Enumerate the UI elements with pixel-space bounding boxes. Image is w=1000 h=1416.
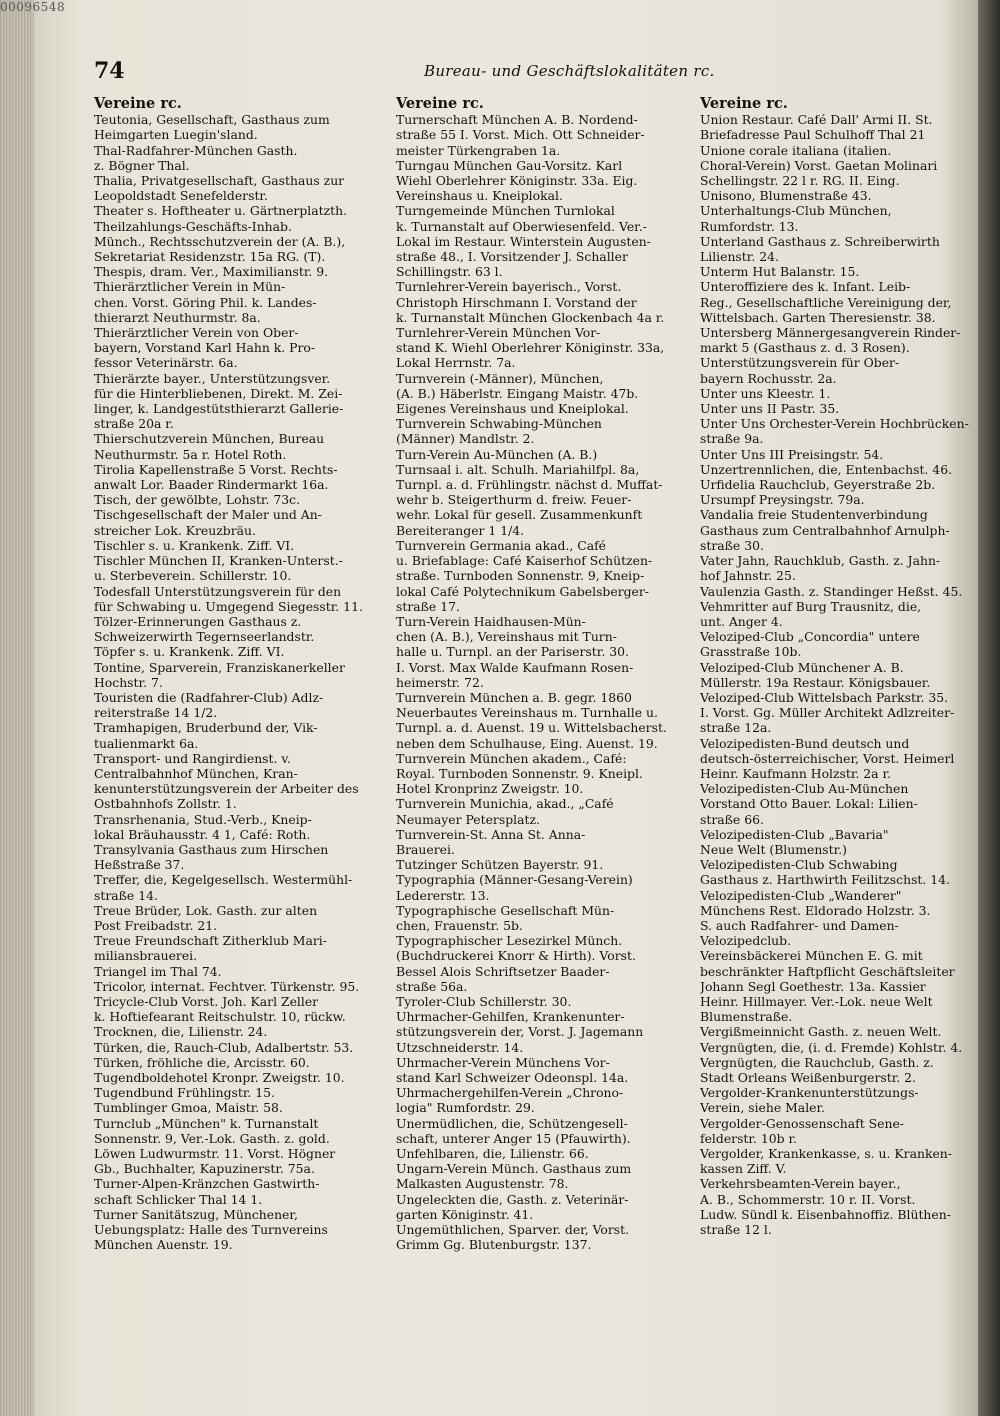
column-3 bbox=[700, 96, 990, 1237]
directory-line: Leopoldstadt Senefelderstr. bbox=[94, 188, 268, 204]
directory-line: Treue Freundschaft Zitherklub Mari- bbox=[94, 933, 327, 949]
directory-line: Gasthaus z. Harthwirth Feilitzschst. 14. bbox=[700, 872, 950, 888]
column-heading: Vereine rc. bbox=[94, 95, 182, 112]
directory-line: Unter uns Kleestr. 1. bbox=[700, 385, 831, 401]
directory-line: Johann Segl Goethestr. 13a. Kassier bbox=[700, 978, 926, 994]
directory-line: Teutonia, Gesellschaft, Gasthaus zum bbox=[94, 112, 330, 128]
directory-line: Unisono, Blumenstraße 43. bbox=[700, 188, 872, 204]
directory-line: Urfidelia Rauchclub, Geyerstraße 2b. bbox=[700, 477, 936, 493]
directory-line: k. Hoftiefearant Reitschulstr. 10, rückw. bbox=[94, 1009, 346, 1025]
directory-line: straße 48., I. Vorsitzender J. Schaller bbox=[396, 249, 628, 265]
directory-line: Turn-Verein Haidhausen-Mün- bbox=[396, 613, 586, 629]
directory-line: Unteroffiziere des k. Infant. Leib- bbox=[700, 279, 911, 295]
directory-line: A. B., Schommerstr. 10 r. II. Vorst. bbox=[700, 1191, 916, 1207]
directory-line: straße 55 I. Vorst. Mich. Ott Schneider- bbox=[396, 127, 645, 143]
directory-line: Tischler München II, Kranken-Unterst.- bbox=[94, 553, 343, 569]
directory-line: Ludw. Sündl k. Eisenbahnoffiz. Blüthen- bbox=[700, 1206, 951, 1222]
directory-line: Velozipedisten-Club „Bavaria" bbox=[700, 826, 889, 842]
directory-line: straße 12 l. bbox=[700, 1222, 772, 1238]
directory-line: Ungemüthlichen, Sparver. der, Vorst. bbox=[396, 1222, 630, 1238]
directory-line: neben dem Schulhause, Eing. Auenst. 19. bbox=[396, 735, 658, 751]
directory-line: Tugendboldehotel Kronpr. Zweigstr. 10. bbox=[94, 1070, 345, 1085]
directory-line: Eigenes Vereinshaus und Kneiplokal. bbox=[396, 401, 629, 417]
directory-line: Centralbahnhof München, Kran- bbox=[94, 765, 298, 781]
directory-line: Tischgesellschaft der Maler und An- bbox=[94, 507, 322, 523]
directory-line: Tutzinger Schützen Bayerstr. 91. bbox=[396, 857, 604, 873]
directory-line: Touristen die (Radfahrer-Club) Adlz- bbox=[94, 689, 324, 705]
directory-line: Turnverein Schwabing-München bbox=[396, 416, 602, 432]
directory-line: Reg., Gesellschaftliche Vereinigung der, bbox=[700, 294, 952, 310]
directory-line: Sonnenstr. 9, Ver.-Lok. Gasth. z. gold. bbox=[94, 1130, 330, 1146]
directory-line: logia" Rumfordstr. 29. bbox=[396, 1100, 535, 1116]
directory-line: I. Vorst. Max Walde Kaufmann Rosen- bbox=[396, 659, 634, 675]
directory-line: Lokal im Restaur. Winterstein Augusten- bbox=[396, 233, 651, 249]
directory-line: Turnverein Germania akad., Café bbox=[396, 537, 606, 553]
directory-line: wehr b. Steigerthurm d. freiw. Feuer- bbox=[396, 492, 632, 508]
directory-line: Briefadresse Paul Schulhoff Thal 21 bbox=[700, 127, 926, 143]
directory-line: Turngau München Gau-Vorsitz. Karl bbox=[396, 157, 623, 173]
column-2 bbox=[396, 96, 686, 1252]
directory-line: u. Sterbeverein. Schillerstr. 10. bbox=[94, 568, 292, 584]
directory-line: meister Türkengraben 1a. bbox=[396, 142, 561, 158]
directory-line: Tischler s. u. Krankenk. Ziff. VI. bbox=[94, 537, 295, 553]
column-heading: Vereine rc. bbox=[396, 95, 484, 112]
column-heading: Vereine rc. bbox=[700, 95, 788, 112]
directory-line: Velozipedisten-Club „Wanderer" bbox=[700, 887, 902, 903]
directory-line: z. Bögner Thal. bbox=[94, 157, 190, 173]
directory-line: Vergnügten, die Rauchclub, Gasth. z. bbox=[700, 1054, 934, 1070]
directory-line: Utzschneiderstr. 14. bbox=[396, 1039, 524, 1055]
directory-line: Vorstand Otto Bauer. Lokal: Lilien- bbox=[700, 796, 918, 812]
directory-line: Turnlehrer-Verein München Vor- bbox=[396, 325, 601, 341]
directory-line: Neuthurmstr. 5a r. Hotel Roth. bbox=[94, 446, 287, 462]
directory-line: Turnverein-St. Anna St. Anna- bbox=[396, 826, 586, 842]
directory-line: Löwen Ludwurmstr. 11. Vorst. Högner bbox=[94, 1146, 336, 1162]
directory-line: I. Vorst. Gg. Müller Architekt Adlzreiter- bbox=[700, 705, 955, 721]
directory-line: Grimm Gg. Blutenburgstr. 137. bbox=[396, 1237, 592, 1253]
directory-line: Schweizerwirth Tegernseerlandstr. bbox=[94, 629, 315, 645]
directory-line: Ursumpf Preysingstr. 79a. bbox=[700, 492, 865, 508]
directory-line: Stadt Orleans Weißenburgerstr. 2. bbox=[700, 1070, 916, 1085]
directory-line: Tricolor, internat. Fechtver. Türkenstr. 95. bbox=[94, 978, 360, 994]
directory-line: straße 12a. bbox=[700, 720, 772, 736]
directory-line: u. Briefablage: Café Kaiserhof Schützen- bbox=[396, 553, 653, 569]
directory-line: Tumblinger Gmoa, Maistr. 58. bbox=[94, 1100, 283, 1116]
directory-line: Schellingstr. 22 l r. RG. II. Eing. bbox=[700, 173, 900, 189]
directory-line: Verkehrsbeamten-Verein bayer., bbox=[700, 1176, 901, 1192]
directory-line: Unterstützungsverein für Ober- bbox=[700, 355, 900, 371]
directory-line: tualienmarkt 6a. bbox=[94, 735, 199, 751]
directory-line: Turnclub „München" k. Turnanstalt bbox=[94, 1115, 319, 1131]
directory-line: chen, Frauenstr. 5b. bbox=[396, 917, 523, 933]
directory-line: Velozipedisten-Bund deutsch und bbox=[700, 735, 910, 751]
directory-line: Lokal Herrnstr. 7a. bbox=[396, 355, 516, 371]
directory-line: Transrhenania, Stud.-Verb., Kneip- bbox=[94, 811, 312, 827]
directory-line: Velozipedclub. bbox=[700, 933, 792, 949]
directory-line: straße 20a r. bbox=[94, 416, 174, 432]
directory-line: Turner-Alpen-Kränzchen Gastwirth- bbox=[94, 1176, 320, 1192]
directory-line: Blumenstraße. bbox=[700, 1009, 793, 1025]
directory-line: München Auenstr. 19. bbox=[94, 1237, 233, 1253]
directory-line: Heßstraße 37. bbox=[94, 857, 185, 873]
directory-line: Unzertrennlichen, die, Entenbachst. 46. bbox=[700, 461, 953, 477]
directory-line: Unter Uns III Preisingstr. 54. bbox=[700, 446, 884, 462]
directory-line: Turnpl. a. d. Frühlingstr. nächst d. Muffat- bbox=[396, 477, 663, 493]
directory-line: Turnverein München akadem., Café: bbox=[396, 750, 627, 766]
directory-line: linger, k. Landgestütsthierarzt Gallerie- bbox=[94, 401, 344, 417]
directory-line: Typographische Gesellschaft Mün- bbox=[396, 902, 615, 918]
entry-lines bbox=[700, 112, 990, 1237]
directory-line: Unermüdlichen, die, Schützengesell- bbox=[396, 1115, 628, 1131]
directory-line: Brauerei. bbox=[396, 841, 455, 857]
directory-line: stützungsverein der, Vorst. J. Jagemann bbox=[396, 1024, 644, 1040]
directory-line: Typographia (Männer-Gesang-Verein) bbox=[396, 872, 633, 888]
directory-line: Todesfall Unterstützungsverein für den bbox=[94, 583, 342, 599]
directory-line: wehr. Lokal für gesell. Zusammenkunft bbox=[396, 507, 643, 523]
entry-lines bbox=[396, 112, 686, 1252]
directory-line: Turnverein Munichia, akad., „Café bbox=[396, 796, 614, 812]
directory-line: straße 66. bbox=[700, 811, 764, 827]
directory-line: anwalt Lor. Baader Rindermarkt 16a. bbox=[94, 477, 329, 493]
directory-line: Velozipedisten-Club Schwabing bbox=[700, 857, 898, 873]
directory-line: Thespis, dram. Ver., Maximilianstr. 9. bbox=[94, 264, 329, 280]
directory-line: Lilienstr. 24. bbox=[700, 249, 779, 265]
directory-line: Uebungsplatz: Halle des Turnvereins bbox=[94, 1222, 328, 1238]
directory-line: Vaulenzia Gasth. z. Standinger Heßst. 45. bbox=[700, 583, 963, 599]
directory-line: Royal. Turnboden Sonnenstr. 9. Kneipl. bbox=[396, 765, 643, 781]
directory-line: Tirolia Kapellenstraße 5 Vorst. Rechts- bbox=[94, 461, 338, 477]
directory-line: Bessel Alois Schriftsetzer Baader- bbox=[396, 963, 610, 979]
directory-line: Tricycle-Club Vorst. Joh. Karl Zeller bbox=[94, 993, 319, 1009]
directory-line: Choral-Verein) Vorst. Gaetan Molinari bbox=[700, 157, 938, 173]
directory-line: Vergnügten, die, (i. d. Fremde) Kohlstr. 4. bbox=[700, 1039, 963, 1055]
directory-line: Thalia, Privatgesellschaft, Gasthaus zur bbox=[94, 173, 345, 189]
directory-line: Vergolder-Genossenschaft Sene- bbox=[700, 1115, 904, 1131]
directory-line: (A. B.) Häberlstr. Eingang Maistr. 47b. bbox=[396, 385, 639, 401]
directory-line: chen (A. B.), Vereinshaus mit Turn- bbox=[396, 629, 617, 645]
directory-line: Schillingstr. 63 l. bbox=[396, 264, 503, 280]
directory-line: Müllerstr. 19a Restaur. Königsbauer. bbox=[700, 674, 931, 690]
directory-line: Ostbahnhofs Zollstr. 1. bbox=[94, 796, 237, 812]
directory-line: Ungeleckten die, Gasth. z. Veterinär- bbox=[396, 1191, 629, 1207]
directory-line: Tugendbund Frühlingstr. 15. bbox=[94, 1085, 275, 1101]
directory-line: halle u. Turnpl. an der Pariserstr. 30. bbox=[396, 644, 629, 660]
directory-line: Vergolder-Krankenunterstützungs- bbox=[700, 1085, 919, 1101]
directory-line: (Buchdruckerei Knorr & Hirth). Vorst. bbox=[396, 948, 636, 964]
directory-line: Neuerbautes Vereinshaus m. Turnhalle u. bbox=[396, 705, 658, 721]
directory-line: Rumfordstr. 13. bbox=[700, 218, 799, 234]
directory-line: hof Jahnstr. 25. bbox=[700, 568, 796, 584]
directory-line: Tisch, der gewölbte, Lohstr. 73c. bbox=[94, 492, 301, 508]
directory-line: schaft Schlicker Thal 14 1. bbox=[94, 1191, 263, 1207]
directory-line: streicher Lok. Kreuzbräu. bbox=[94, 522, 256, 538]
directory-line: Thierärztlicher Verein von Ober- bbox=[94, 325, 299, 341]
directory-line: chen. Vorst. Göring Phil. k. Landes- bbox=[94, 294, 317, 310]
directory-line: Türken, die, Rauch-Club, Adalbertstr. 53. bbox=[94, 1039, 354, 1055]
directory-line: Vergolder, Krankenkasse, s. u. Kranken- bbox=[700, 1146, 952, 1162]
entry-lines bbox=[94, 112, 384, 1252]
directory-line: Gb., Buchhalter, Kapuzinerstr. 75a. bbox=[94, 1161, 315, 1177]
directory-line: straße 17. bbox=[396, 598, 460, 614]
directory-line: bayern, Vorstand Karl Hahn k. Pro- bbox=[94, 340, 316, 356]
directory-line: schaft, unterer Anger 15 (Pfauwirth). bbox=[396, 1130, 631, 1146]
directory-line: Bereiteranger 1 1/4. bbox=[396, 522, 525, 538]
directory-line: Gasthaus zum Centralbahnhof Arnulph- bbox=[700, 522, 950, 538]
directory-columns bbox=[94, 96, 990, 1396]
archive-id: 00096548 bbox=[0, 0, 66, 14]
directory-line: Heimgarten Luegin'sland. bbox=[94, 127, 258, 143]
directory-line: Typographischer Lesezirkel Münch. bbox=[396, 933, 623, 949]
directory-line: lokal Bräuhausstr. 4 1, Café: Roth. bbox=[94, 826, 311, 842]
directory-line: Vater Jahn, Rauchklub, Gasth. z. Jahn- bbox=[700, 553, 941, 569]
directory-line: garten Königinstr. 41. bbox=[396, 1206, 534, 1222]
directory-line: Thierärztlicher Verein in Mün- bbox=[94, 279, 286, 295]
directory-line: Neue Welt (Blumenstr.) bbox=[700, 841, 847, 857]
directory-line: Turnpl. a. d. Auenst. 19 u. Wittelsbacherst. bbox=[396, 720, 667, 736]
directory-line: Verein, siehe Maler. bbox=[700, 1100, 825, 1116]
directory-line: miliansbrauerei. bbox=[94, 948, 198, 964]
directory-line: thierarzt Neuthurmstr. 8a. bbox=[94, 309, 261, 325]
directory-line: lokal Café Polytechnikum Gabelsberger- bbox=[396, 583, 649, 599]
directory-line: Vandalia freie Studentenverbindung bbox=[700, 507, 928, 523]
directory-line: Turnverein München a. B. gegr. 1860 bbox=[396, 689, 632, 705]
directory-line: Unterm Hut Balanstr. 15. bbox=[700, 264, 860, 280]
directory-line: Wiehl Oberlehrer Königinstr. 33a. Eig. bbox=[396, 173, 638, 189]
directory-line: Treue Brüder, Lok. Gasth. zur alten bbox=[94, 902, 318, 918]
directory-line: Hotel Kronprinz Zweigstr. 10. bbox=[396, 781, 584, 797]
directory-line: Turnlehrer-Verein bayerisch., Vorst. bbox=[396, 279, 622, 295]
directory-line: Veloziped-Club Wittelsbach Parkstr. 35. bbox=[700, 689, 949, 705]
directory-line: Transport- und Rangirdienst. v. bbox=[94, 750, 291, 766]
directory-line: Ungarn-Verein Münch. Gasthaus zum bbox=[396, 1161, 632, 1177]
directory-line: für die Hinterbliebenen, Direkt. M. Zei- bbox=[94, 385, 343, 401]
directory-line: (Männer) Mandlstr. 2. bbox=[396, 431, 535, 447]
directory-line: Unter Uns Orchester-Verein Hochbrücken- bbox=[700, 416, 969, 432]
directory-line: beschränkter Haftpflicht Geschäftsleiter bbox=[700, 963, 955, 979]
directory-line: Unterland Gasthaus z. Schreiberwirth bbox=[700, 233, 940, 249]
directory-line: Ledererstr. 13. bbox=[396, 887, 490, 903]
directory-line: Münch., Rechtsschutzverein der (A. B.), bbox=[94, 233, 346, 249]
directory-line: kassen Ziff. V. bbox=[700, 1161, 787, 1177]
directory-line: Uhrmacher-Verein Münchens Vor- bbox=[396, 1054, 610, 1070]
directory-line: Tontine, Sparverein, Franziskanerkeller bbox=[94, 659, 345, 675]
directory-line: k. Turnanstalt München Glockenbach 4a r. bbox=[396, 309, 665, 325]
directory-line: straße 14. bbox=[94, 887, 158, 903]
directory-line: Turnerschaft München A. B. Nordend- bbox=[396, 112, 638, 128]
directory-line: Sekretariat Residenzstr. 15a RG. (T). bbox=[94, 249, 326, 265]
directory-line: unt. Anger 4. bbox=[700, 613, 783, 629]
directory-line: Vereinsbäckerei München E. G. mit bbox=[700, 948, 923, 964]
directory-line: Thierschutzverein München, Bureau bbox=[94, 431, 325, 447]
directory-line: straße 9a. bbox=[700, 431, 764, 447]
directory-line: Münchens Rest. Eldorado Holzstr. 3. bbox=[700, 902, 931, 918]
directory-line: Thal-Radfahrer-München Gasth. bbox=[94, 142, 298, 158]
directory-line: Vehmritter auf Burg Trausnitz, die, bbox=[700, 598, 922, 614]
directory-line: k. Turnanstalt auf Oberwiesenfeld. Ver.- bbox=[396, 218, 647, 234]
directory-line: Vergißmeinnicht Gasth. z. neuen Welt. bbox=[700, 1024, 942, 1040]
directory-line: Turnverein (-Männer), München, bbox=[396, 370, 604, 386]
directory-line: Uhrmachergehilfen-Verein „Chrono- bbox=[396, 1085, 624, 1101]
directory-line: Türken, fröhliche die, Arcisstr. 60. bbox=[94, 1054, 310, 1070]
directory-line: Theilzahlungs-Geschäfts-Inhab. bbox=[94, 218, 292, 234]
running-head: Bureau- und Geschäftslokalitäten rc. bbox=[424, 62, 715, 80]
directory-line: Grasstraße 10b. bbox=[700, 644, 802, 660]
directory-line: Wittelsbach. Garten Theresienstr. 38. bbox=[700, 309, 936, 325]
directory-line: Tyroler-Club Schillerstr. 30. bbox=[396, 993, 572, 1009]
directory-line: Triangel im Thal 74. bbox=[94, 963, 222, 979]
directory-line: Hochstr. 7. bbox=[94, 674, 163, 690]
directory-line: Malkasten Augustenstr. 78. bbox=[396, 1176, 569, 1192]
directory-line: straße. Turnboden Sonnenstr. 9, Kneip- bbox=[396, 568, 645, 584]
directory-line: Tramhapigen, Bruderbund der, Vik- bbox=[94, 720, 318, 736]
directory-line: für Schwabing u. Umgegend Siegesstr. 11. bbox=[94, 598, 363, 614]
directory-line: Heinr. Kaufmann Holzstr. 2a r. bbox=[700, 765, 892, 781]
directory-line: Veloziped-Club Münchener A. B. bbox=[700, 659, 904, 675]
directory-line: Untersberg Männergesangverein Rinder- bbox=[700, 325, 961, 341]
directory-line: Heinr. Hillmayer. Ver.-Lok. neue Welt bbox=[700, 993, 933, 1009]
directory-line: Veloziped-Club „Concordia" untere bbox=[700, 629, 920, 645]
directory-line: Transylvania Gasthaus zum Hirschen bbox=[94, 841, 329, 857]
directory-line: Trocknen, die, Lilienstr. 24. bbox=[94, 1024, 268, 1040]
column-1 bbox=[94, 96, 384, 1252]
directory-line: stand Karl Schweizer Odeonspl. 14a. bbox=[396, 1070, 629, 1085]
directory-line: Unfehlbaren, die, Lilienstr. 66. bbox=[396, 1146, 589, 1162]
directory-line: Turngemeinde München Turnlokal bbox=[396, 203, 615, 219]
directory-line: stand K. Wiehl Oberlehrer Königinstr. 33a, bbox=[396, 340, 665, 356]
directory-line: Neumayer Petersplatz. bbox=[396, 811, 540, 827]
directory-line: Unter uns II Pastr. 35. bbox=[700, 401, 840, 417]
directory-line: kenunterstützungsverein der Arbeiter des bbox=[94, 781, 359, 797]
directory-line: Treffer, die, Kegelgesellsch. Westermühl- bbox=[94, 872, 353, 888]
directory-line: felderstr. 10b r. bbox=[700, 1130, 797, 1146]
directory-line: fessor Veterinärstr. 6a. bbox=[94, 355, 238, 371]
directory-line: heimerstr. 72. bbox=[396, 674, 484, 690]
directory-line: deutsch-österreichischer, Vorst. Heimerl bbox=[700, 750, 955, 766]
directory-line: Turnsaal i. alt. Schulh. Mariahilfpl. 8a, bbox=[396, 461, 640, 477]
directory-line: Unterhaltungs-Club München, bbox=[700, 203, 892, 219]
directory-line: Unione corale italiana (italien. bbox=[700, 142, 892, 158]
directory-line: Vereinshaus u. Kneiplokal. bbox=[396, 188, 563, 204]
directory-line: Union Restaur. Café Dall' Armi II. St. bbox=[700, 112, 933, 128]
directory-line: Tölzer-Erinnerungen Gasthaus z. bbox=[94, 613, 302, 629]
directory-line: Thierärzte bayer., Unterstützungsver. bbox=[94, 370, 331, 386]
directory-line: straße 30. bbox=[700, 537, 764, 553]
page-number: 74 bbox=[94, 58, 125, 84]
directory-line: Post Freibadstr. 21. bbox=[94, 917, 218, 933]
directory-line: Uhrmacher-Gehilfen, Krankenunter- bbox=[396, 1009, 625, 1025]
directory-line: straße 56a. bbox=[396, 978, 468, 994]
directory-line: Töpfer s. u. Krankenk. Ziff. VI. bbox=[94, 644, 285, 660]
directory-line: Turner Sanitätszug, Münchener, bbox=[94, 1206, 298, 1222]
directory-line: Velozipedisten-Club Au-München bbox=[700, 781, 909, 797]
directory-line: bayern Rochusstr. 2a. bbox=[700, 370, 837, 386]
directory-line: S. auch Radfahrer- und Damen- bbox=[700, 917, 899, 933]
directory-line: Theater s. Hoftheater u. Gärtnerplatzth. bbox=[94, 203, 348, 219]
directory-line: Christoph Hirschmann I. Vorstand der bbox=[396, 294, 637, 310]
page-edge-shadow bbox=[0, 0, 34, 1416]
directory-line: Turn-Verein Au-München (A. B.) bbox=[396, 446, 598, 462]
directory-line: reiterstraße 14 1/2. bbox=[94, 705, 218, 721]
directory-line: markt 5 (Gasthaus z. d. 3 Rosen). bbox=[700, 340, 910, 356]
